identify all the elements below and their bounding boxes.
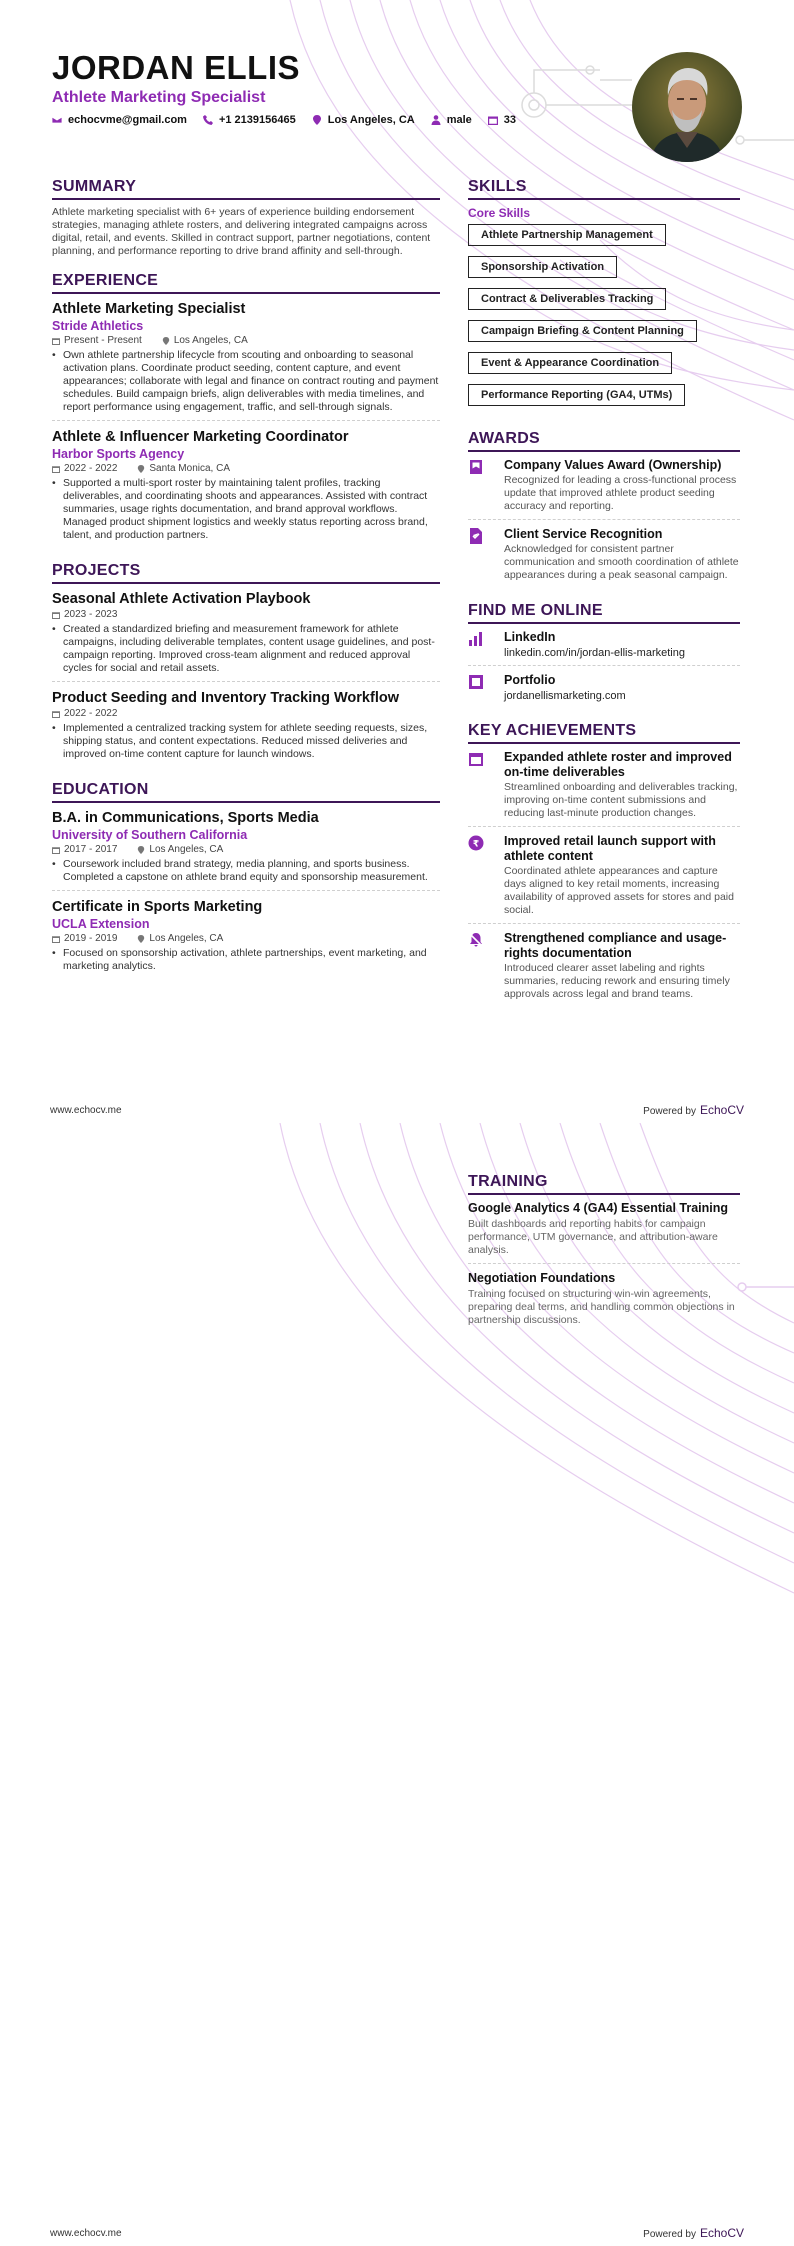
achievement-title: Expanded athlete roster and improved on-time deliverables [504, 750, 732, 779]
skill-tag: Sponsorship Activation [468, 256, 617, 278]
entry-dates: 2019 - 2019 [52, 933, 117, 945]
online-title: LinkedIn [504, 630, 556, 644]
project-title: Seasonal Athlete Activation Playbook [52, 591, 311, 607]
contact-age [488, 114, 516, 126]
coin-icon [468, 835, 488, 855]
calendar-icon [52, 710, 60, 718]
education-entry [52, 898, 440, 979]
summary-heading: SUMMARY [52, 178, 440, 200]
contact-phone[interactable] [203, 114, 296, 126]
entry-bullet: • Created a standardized briefing and measurement framework for athlete campaigns, including deliverable templates, content usage guidelines, and post-campaign reporting. Improved cross-team alignment and reduced approval cycles for social and retail assets. [52, 623, 435, 674]
online-section [468, 602, 740, 708]
page-footer [50, 1103, 744, 1117]
entry-meta [52, 933, 440, 945]
entry-bullet: • Coursework included brand strategy, media planning, and sports business. Completed a capstone on athlete brand equity and sponsorship measurement. [52, 858, 428, 883]
awards-heading: AWARDS [468, 430, 740, 452]
education-heading: EDUCATION [52, 781, 440, 803]
award-title: Client Service Recognition [504, 527, 663, 541]
achievements-heading: KEY ACHIEVEMENTS [468, 722, 740, 744]
achievements-section [468, 722, 740, 1007]
entry-bullet: • Focused on sponsorship activation, athlete partnerships, event marketing, and marketing analytics. [52, 947, 427, 972]
footer-powered: Powered by EchoCV [643, 2226, 744, 2240]
training-title: Negotiation Foundations [468, 1271, 616, 1285]
entry-location: Los Angeles, CA [137, 933, 223, 945]
phone-text: +1 2139156465 [218, 114, 296, 126]
calendar-icon [52, 846, 60, 854]
entry-meta [52, 463, 440, 475]
phone-icon [203, 115, 213, 125]
entry-meta [52, 609, 440, 621]
company-name: Stride Athletics [52, 319, 144, 333]
achievement-item [468, 931, 740, 1007]
calendar-icon [52, 935, 60, 943]
job-title: Athlete Marketing Specialist [52, 301, 246, 317]
online-item[interactable] [468, 673, 740, 708]
entry-dates: 2022 - 2022 [52, 463, 117, 475]
entry-bullet: • Supported a multi-sport roster by maintaining talent profiles, tracking deliverables, and coordinating shoots and appearances. Assisted with contract summaries, usage rights documentation, and brand approval workflows. Managed product shipment logistics and weekly status reporting across brand, talent, and production partners. [52, 477, 428, 541]
experience-section [52, 272, 440, 548]
document-icon [468, 528, 488, 548]
skills-heading: SKILLS [468, 178, 740, 200]
calendar-icon [468, 751, 488, 771]
entry-bullet: • Implemented a centralized tracking system for athlete seeding requests, sizes, shipping status, and content expectations. Reduced missed deliveries and improved on-time content capture for launch windows. [52, 722, 428, 760]
company-name: Harbor Sports Agency [52, 447, 185, 461]
education-entry [52, 809, 440, 891]
bar-chart-icon [468, 631, 488, 651]
training-entry [468, 1271, 740, 1333]
contact-email[interactable] [52, 114, 187, 126]
project-title: Product Seeding and Inventory Tracking Workflow [52, 690, 399, 706]
gender-text: male [446, 114, 472, 126]
achievement-description: Introduced clearer asset labeling and rights summaries, reducing rework and ensuring timely approvals across legal and brand teams. [504, 962, 730, 1000]
training-description: Built dashboards and reporting habits for campaign performance, UTM governance, and attribution-aware analysis. [468, 1218, 718, 1256]
entry-meta [52, 335, 440, 347]
school-name: UCLA Extension [52, 917, 150, 931]
training-section [468, 1173, 740, 1340]
location-pin-icon [162, 337, 170, 345]
experience-entry [52, 300, 440, 421]
entry-location: Santa Monica, CA [137, 463, 230, 475]
skill-tag: Contract & Deliverables Tracking [468, 288, 666, 310]
footer-website[interactable]: www.echocv.me [50, 1104, 122, 1116]
calendar-icon [52, 337, 60, 345]
profile-photo [632, 52, 742, 162]
candidate-role: Athlete Marketing Specialist [52, 89, 266, 106]
award-item [468, 527, 740, 588]
training-title: Google Analytics 4 (GA4) Essential Training [468, 1201, 729, 1215]
portfolio-link[interactable]: jordanellismarketing.com [504, 690, 626, 702]
resume-page-2 [0, 1123, 794, 2246]
summary-section [52, 178, 440, 258]
entry-location: Los Angeles, CA [137, 844, 223, 856]
skill-tag: Performance Reporting (GA4, UTMs) [468, 384, 685, 406]
person-icon [431, 115, 441, 125]
entry-dates: Present - Present [52, 335, 142, 347]
online-heading: FIND ME ONLINE [468, 602, 740, 624]
summary-text: Athlete marketing specialist with 6+ years of experience building endorsement strategies, managing athlete rosters, and delivering integrated campaigns across digital, retail, and events. Skilled in contract support, partner negotiations, content planning, and performance reporting to drive brand affinity and sell-through. [52, 206, 431, 257]
experience-heading: EXPERIENCE [52, 272, 440, 294]
resume-header [52, 50, 612, 126]
location-text: Los Angeles, CA [327, 114, 415, 126]
footer-powered: Powered by EchoCV [643, 1103, 744, 1117]
projects-section [52, 562, 440, 767]
degree-title: Certificate in Sports Marketing [52, 899, 263, 915]
achievement-title: Improved retail launch support with athlete content [504, 834, 716, 863]
location-pin-icon [137, 465, 145, 473]
entry-meta [52, 708, 440, 720]
award-title: Company Values Award (Ownership) [504, 458, 722, 472]
bookmark-icon [468, 459, 488, 479]
calendar-icon [52, 465, 60, 473]
award-description: Recognized for leading a cross-functional process update that improved athlete product seeding accuracy and reporting. [504, 474, 737, 512]
online-item[interactable] [468, 630, 740, 666]
entry-dates: 2017 - 2017 [52, 844, 117, 856]
skills-subheading: Core Skills [468, 206, 531, 220]
school-name: University of Southern California [52, 828, 248, 842]
projects-heading: PROJECTS [52, 562, 440, 584]
contact-row [52, 114, 612, 126]
entry-dates: 2022 - 2022 [52, 708, 117, 720]
footer-brand: EchoCV [699, 2226, 744, 2240]
skill-tag: Event & Appearance Coordination [468, 352, 672, 374]
footer-brand: EchoCV [699, 1103, 744, 1117]
bell-off-icon [468, 932, 488, 952]
location-pin-icon [137, 935, 145, 943]
age-text: 33 [503, 114, 517, 126]
left-column [52, 178, 440, 993]
footer-website[interactable]: www.echocv.me [50, 2227, 122, 2239]
skill-tag: Athlete Partnership Management [468, 224, 666, 246]
right-column [468, 178, 740, 1021]
achievement-item [468, 834, 740, 924]
location-pin-icon [312, 115, 322, 125]
award-description: Acknowledged for consistent partner communication and smooth coordination of athlete appearances during a peak seasonal campaign. [504, 543, 739, 581]
training-description: Training focused on structuring win-win agreements, preparing deal terms, and handling common objections in partnership discussions. [468, 1288, 735, 1326]
page-footer [50, 2226, 744, 2240]
contact-location [312, 114, 415, 126]
project-entry [52, 590, 440, 682]
entry-location: Los Angeles, CA [162, 335, 248, 347]
candidate-name: JORDAN ELLIS [52, 49, 301, 86]
training-entry [468, 1201, 740, 1264]
online-title: Portfolio [504, 673, 556, 687]
experience-entry [52, 428, 440, 548]
project-entry [52, 689, 440, 767]
degree-title: B.A. in Communications, Sports Media [52, 810, 319, 826]
awards-section [468, 430, 740, 588]
achievement-item [468, 750, 740, 827]
svg-text:₹: ₹ [472, 839, 480, 850]
award-item [468, 458, 740, 520]
entry-meta [52, 844, 440, 856]
job-title: Athlete & Influencer Marketing Coordinator [52, 429, 349, 445]
skill-tag: Campaign Briefing & Content Planning [468, 320, 697, 342]
entry-bullet: • Own athlete partnership lifecycle from scouting and onboarding to seasonal activation plans. Coordinate product seeding, content capture, and event appearances; collaborate with legal and finance on contract routing and payment schedules. Build campaign briefs, align deliverables with media timelines, and report performance using engagement, traffic, and sell-through signals. [52, 349, 439, 413]
education-section [52, 781, 440, 979]
location-pin-icon [137, 846, 145, 854]
achievement-description: Streamlined onboarding and deliverables tracking, improving on-time content submissions and reducing last-minute production changes. [504, 781, 738, 819]
achievement-description: Coordinated athlete appearances and capture days aligned to key retail moments, increasing availability of approved assets for stores and paid social. [504, 865, 734, 916]
mail-icon [52, 115, 62, 125]
portfolio-icon [468, 674, 488, 694]
training-heading: TRAINING [468, 1173, 740, 1195]
achievement-title: Strengthened compliance and usage-rights documentation [504, 931, 727, 960]
skills-list [468, 224, 740, 416]
contact-gender [431, 114, 472, 126]
entry-dates: 2023 - 2023 [52, 609, 117, 621]
linkedin-link[interactable]: linkedin.com/in/jordan-ellis-marketing [504, 647, 685, 659]
email-text: echocvme@gmail.com [68, 114, 187, 126]
calendar-icon [488, 115, 498, 125]
skills-section [468, 178, 740, 416]
calendar-icon [52, 611, 60, 619]
